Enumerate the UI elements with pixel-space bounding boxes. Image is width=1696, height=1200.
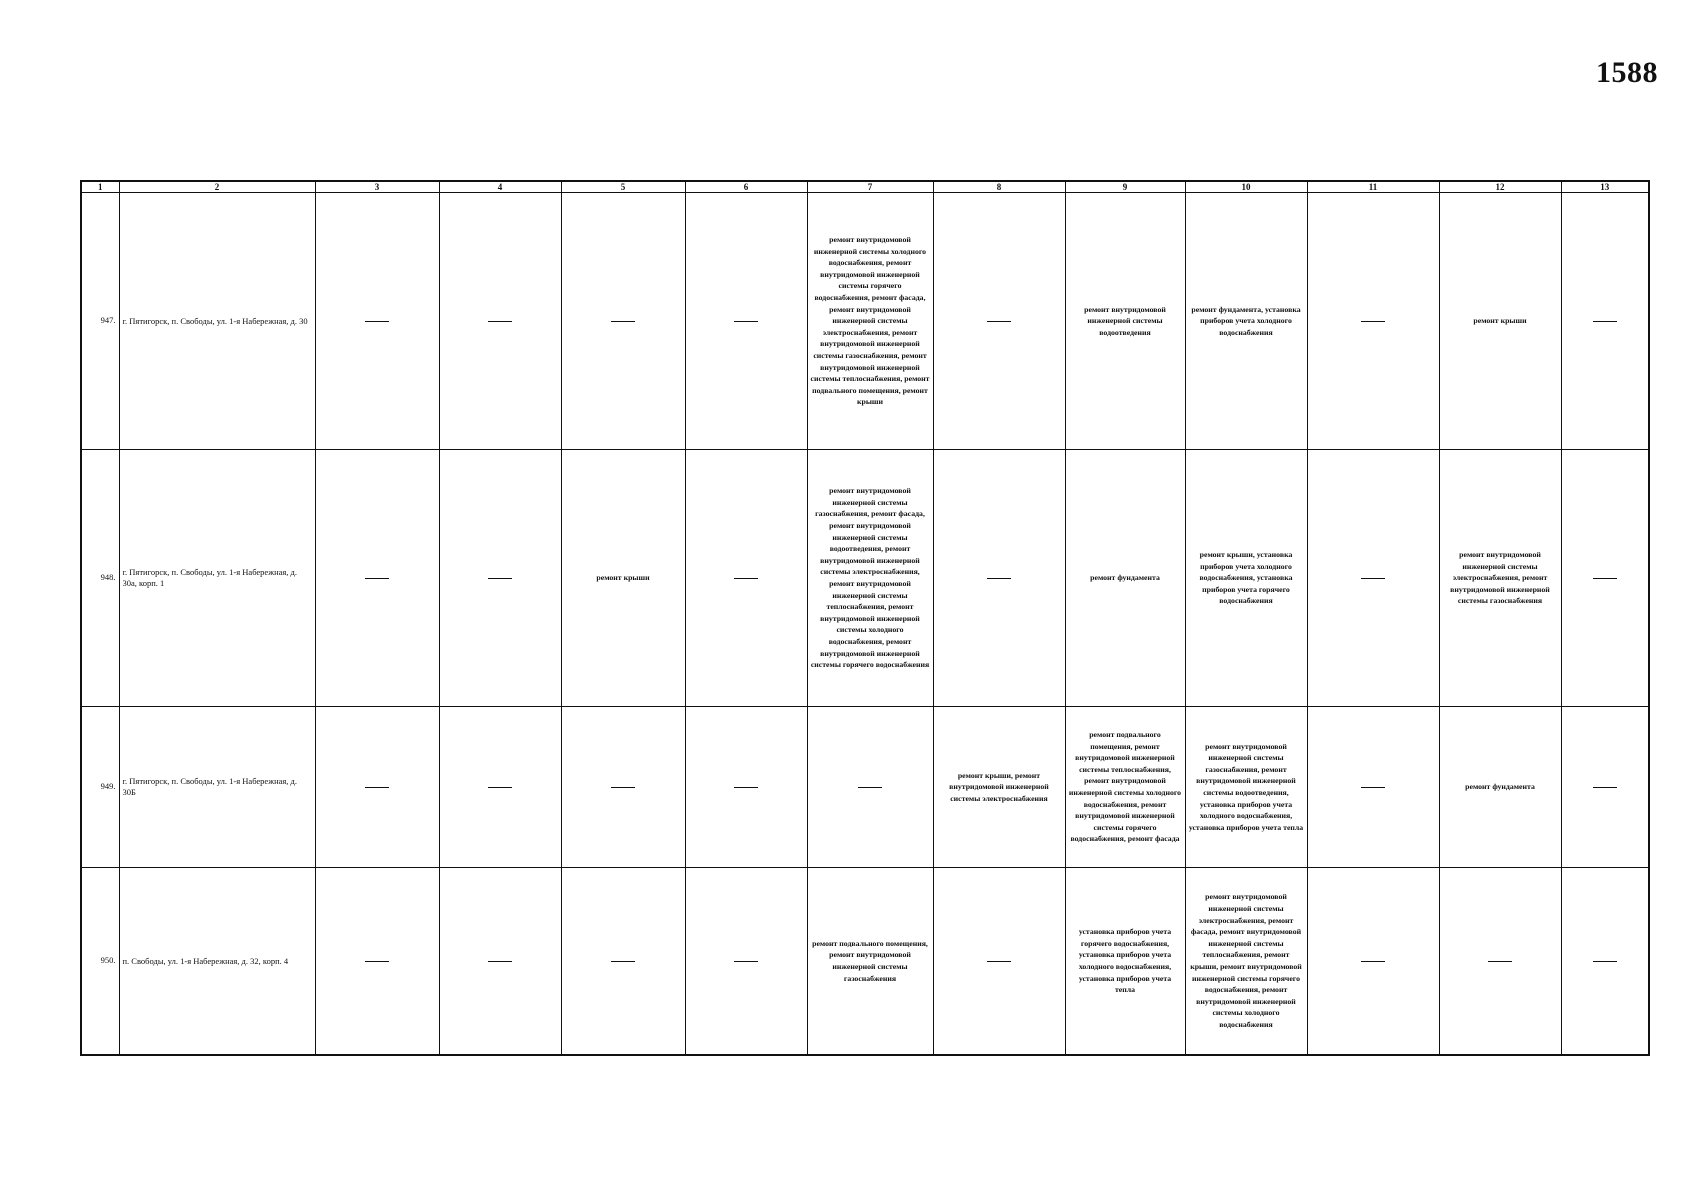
table-cell [685, 193, 807, 450]
column-header: 8 [933, 181, 1065, 193]
address-cell: г. Пятигорск, п. Свободы, ул. 1-я Набережная, д. 30а, корп. 1 [119, 450, 315, 707]
table-cell [1307, 868, 1439, 1056]
table-row [81, 450, 1649, 707]
table-cell [1561, 193, 1649, 450]
table-row [81, 193, 1649, 450]
table-cell [1439, 868, 1561, 1056]
empty-dash [488, 787, 512, 788]
table-cell [561, 193, 685, 450]
table-cell: ремонт подвального помещения, ремонт внутридомовой инженерной системы газоснабжения [807, 868, 933, 1056]
empty-dash [611, 321, 635, 322]
empty-dash [1593, 321, 1617, 322]
table-cell: ремонт крыши, ремонт внутридомовой инженерной системы электроснабжения [933, 707, 1065, 868]
table-cell [1561, 450, 1649, 707]
empty-dash [987, 321, 1011, 322]
empty-dash [1593, 961, 1617, 962]
address-cell: г. Пятигорск, п. Свободы, ул. 1-я Набережная, д. 30Б [119, 707, 315, 868]
empty-dash [734, 578, 758, 579]
table-cell: ремонт внутридомовой инженерной системы электроснабжения, ремонт внутридомовой инженерной системы газоснабжения [1439, 450, 1561, 707]
column-header: 1 [81, 181, 119, 193]
column-header: 6 [685, 181, 807, 193]
empty-dash [1361, 961, 1385, 962]
empty-dash [987, 578, 1011, 579]
table-cell [1561, 707, 1649, 868]
row-number: 947. [81, 193, 119, 450]
table-cell [1561, 868, 1649, 1056]
column-header: 7 [807, 181, 933, 193]
empty-dash [1593, 787, 1617, 788]
page-number: 1588 [1596, 56, 1658, 89]
table-row [81, 707, 1649, 868]
table-cell [315, 450, 439, 707]
table-cell [315, 868, 439, 1056]
empty-dash [488, 961, 512, 962]
table-cell [1307, 193, 1439, 450]
table-cell: ремонт крыши, установка приборов учета холодного водоснабжения, установка приборов учета горячего водоснабжения [1185, 450, 1307, 707]
table-cell [1307, 450, 1439, 707]
row-number: 950. [81, 868, 119, 1056]
table-cell: ремонт подвального помещения, ремонт внутридомовой инженерной системы теплоснабжения, ремонт внутридомовой инженерной системы холодного водоснабжения, ремонт внутридомовой инженерной системы горячего водоснабжения, ремонт фасада [1065, 707, 1185, 868]
empty-dash [1488, 961, 1512, 962]
table-cell [561, 868, 685, 1056]
table-cell: ремонт фундамента, установка приборов учета холодного водоснабжения [1185, 193, 1307, 450]
empty-dash [1361, 787, 1385, 788]
empty-dash [611, 787, 635, 788]
table-cell: ремонт внутридомовой инженерной системы газоснабжения, ремонт фасада, ремонт внутридомовой инженерной системы водоотведения, ремонт внутридомовой инженерной системы электроснабжения, ремонт внутридомовой инженерной системы теплоснабжения, ремонт внутридомовой инженерной системы холодного водоснабжения, ремонт внутридомовой инженерной системы горячего водоснабжения [807, 450, 933, 707]
table-cell: ремонт внутридомовой инженерной системы электроснабжения, ремонт фасада, ремонт внутридомовой инженерной системы теплоснабжения, ремонт крыши, ремонт внутридомовой инженерной системы горячего водоснабжения, ремонт внутридомовой инженерной системы холодного водоснабжения [1185, 868, 1307, 1056]
empty-dash [611, 961, 635, 962]
table-cell: ремонт фундамента [1439, 707, 1561, 868]
table-cell: ремонт внутридомовой инженерной системы холодного водоснабжения, ремонт внутридомовой инженерной системы горячего водоснабжения, ремонт фасада, ремонт внутридомовой инженерной системы электроснабжения, ремонт внутридомовой инженерной системы газоснабжения, ремонт внутридомовой инженерной системы теплоснабжения, ремонт подвального помещения, ремонт крыши [807, 193, 933, 450]
empty-dash [734, 321, 758, 322]
row-number: 948. [81, 450, 119, 707]
table-cell [439, 193, 561, 450]
column-header: 12 [1439, 181, 1561, 193]
table-cell [807, 707, 933, 868]
column-header: 5 [561, 181, 685, 193]
empty-dash [488, 321, 512, 322]
table-cell [933, 450, 1065, 707]
empty-dash [488, 578, 512, 579]
table-cell [439, 868, 561, 1056]
empty-dash [1361, 321, 1385, 322]
empty-dash [365, 961, 389, 962]
empty-dash [858, 787, 882, 788]
table-cell: установка приборов учета горячего водоснабжения, установка приборов учета холодного водоснабжения, установка приборов учета тепла [1065, 868, 1185, 1056]
table-cell: ремонт внутридомовой инженерной системы газоснабжения, ремонт внутридомовой инженерной системы водоотведения, установка приборов учета холодного водоснабжения, установка приборов учета тепла [1185, 707, 1307, 868]
table-cell [1307, 707, 1439, 868]
empty-dash [987, 961, 1011, 962]
column-header: 3 [315, 181, 439, 193]
table-cell [933, 193, 1065, 450]
empty-dash [1593, 578, 1617, 579]
empty-dash [365, 578, 389, 579]
table-cell [685, 707, 807, 868]
column-header: 9 [1065, 181, 1185, 193]
table-cell [439, 707, 561, 868]
table-cell [561, 707, 685, 868]
table-cell [315, 707, 439, 868]
empty-dash [734, 787, 758, 788]
column-header: 11 [1307, 181, 1439, 193]
row-number: 949. [81, 707, 119, 868]
table-cell: ремонт крыши [561, 450, 685, 707]
column-header: 13 [1561, 181, 1649, 193]
table-cell [685, 868, 807, 1056]
address-cell: г. Пятигорск, п. Свободы, ул. 1-я Набережная, д. 30 [119, 193, 315, 450]
empty-dash [1361, 578, 1385, 579]
empty-dash [365, 321, 389, 322]
table-cell [439, 450, 561, 707]
column-header: 10 [1185, 181, 1307, 193]
table-cell: ремонт фундамента [1065, 450, 1185, 707]
table-cell [933, 868, 1065, 1056]
table-cell: ремонт крыши [1439, 193, 1561, 450]
table-cell [315, 193, 439, 450]
column-number-row [81, 181, 1649, 193]
table-row [81, 868, 1649, 1056]
empty-dash [734, 961, 758, 962]
table-cell [685, 450, 807, 707]
column-header: 4 [439, 181, 561, 193]
empty-dash [365, 787, 389, 788]
capital-repair-table [80, 180, 1650, 1056]
table-cell: ремонт внутридомовой инженерной системы водоотведения [1065, 193, 1185, 450]
column-header: 2 [119, 181, 315, 193]
address-cell: п. Свободы, ул. 1-я Набережная, д. 32, корп. 4 [119, 868, 315, 1056]
